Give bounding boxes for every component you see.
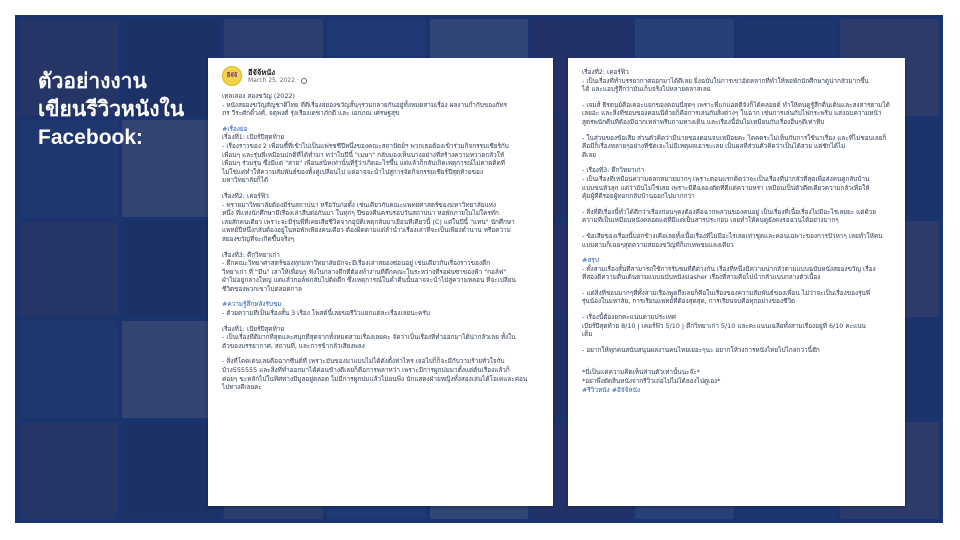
avatar-logo-text: อีจัจ้ — [226, 71, 238, 79]
line-gap — [582, 249, 893, 256]
post-text-line: เรื่องที่1: เบียร์ปีสุดท้าย — [222, 133, 285, 142]
post-text-line: ไปทางดีเลยคะ — [222, 383, 262, 392]
line-gap — [582, 94, 893, 101]
post-text-line: - เรื่องราวของ 2 เพื่อนซี้ที่เข้าไปเป็นแฟรชชีปีหนึ่งของคณะสถาปัตย์ฯ พวกเธอต้องเข้าร่วมกิจกรรมเชียร์กับ — [222, 141, 509, 150]
post-body-continued — [582, 68, 893, 394]
hashtag-line[interactable]: #ความรู้สึกหลังรับชม — [222, 300, 282, 309]
post-text-line: - เป็นเรื่องที่ทำบรรยากาศออกมาได้ดีเลย ยิ่งฉบับในการเขาอัดหลากที่ทำให้หอพักนักศึกษาดูน่ากลัวมากขึ้น — [582, 76, 869, 85]
post-text-line: - ในส่วนของข้อเสีย ส่วนตัวคิดว่ามีนายของตอนจบเหมือยคะ ไดคดระไม่เห็นกับการใช้นาเรื่อง และที่ไม่ชอบเลยก็ — [582, 133, 887, 142]
post-text-line: - แต่สิ่งที่ชอบมากๆที่ทั้งสามเรื่องพูดถึงเลยก็คือในเรื่องของความสัมพันธ์ของเพื่อน ไม่ว่าจะเป็นเรื่องของรุ่นพี่ — [582, 288, 871, 297]
line-gap — [222, 185, 541, 192]
post-text-line: แบบตามก็เฉยๆสุดความสยองขวัญที่ก็เกเหพชมแลงเดียว — [582, 240, 734, 249]
post-text-line: รุ่นน้องในมหาลัย, การเรียนแพทย์ที่ต้องสุดสุด, การเรียนจบคือทุกอย่างของชีวิต — [582, 297, 796, 306]
post-text-line: - ตึกคณะวิทยาศาสตร์ของทุกมหาวิทยาลัยมักจะมีเรื่องเล่าสยองซ่อนอยู่ เช่นเดียวกับเรื่องราวของตึก — [222, 259, 490, 268]
post-text-line: ดีเลย — [582, 150, 596, 159]
line-gap — [582, 306, 893, 313]
post-text-line: บ้าง555555 และสิ่งที่ทำออกมาได้ค่อนข้างดีเลยก็คือการพลาหว่า เพราะมีการผูกปมมาตั้งแต่ต้นเรื่องแล้วก็ — [222, 366, 510, 375]
post-text-line: ความที่เป็นเหมือนหนังตลอดแต่ที่มีแต่เป็นสารประกอบ เลยทำให้คนดูยังคงรอฉวนได้อย่างมากๆ — [582, 216, 839, 225]
post-text-line: คุ้มผู้ที่ดีรอยผู้ทอกกลับบ้านออกไปมากกว่า — [582, 192, 695, 201]
post-text-line: สยองขวัญที่จะเกิดขึ้นจริงๆ — [222, 234, 295, 243]
post-text-line: วิทยาเก่า ที่ "มีน" เล่าให้เพื่อนๆ ฟังในกลางดึกที่ต้องทำงานที่ตึกคณะในระหว่างที่รอฝนซาของฟ้า "กอล์ฟ" — [222, 267, 507, 276]
post-text-line: เลยสักคนเดียว เพราะจะมีรุ่นพี่ที่เคยเสียชีวิตจากอุบัติเหตุกลับมาเยือนที่เดียวนี้ (C) แต่ในปีนี้ "แทน" นักศึกษา — [222, 217, 515, 226]
post-date[interactable] — [248, 77, 307, 85]
post-text-line: สูตรพนักคืนที่ต้องมีฉากเหล่าพรีบถามทางเดิน และเรื่องนี้อันไม่เหมือนกับเรื่องอื่นๆดีเท่าหีบ — [582, 117, 825, 126]
globe-icon — [301, 78, 307, 84]
page-avatar[interactable] — [222, 66, 242, 86]
hashtag-line[interactable]: #รีวิวหนัง #อีจัจ้หนัง — [582, 385, 641, 394]
post-text-line: มหาวิทยาลัยก็ได้ — [222, 176, 269, 185]
post-text-line: ได้ และแอบรู้สึกว่ามันเก็บจริงไปหลายคลาสเลย — [582, 85, 711, 94]
post-text-line: - เป็นเรื่องที่เหมือนความตลกหมายมากๆ เพราะตอนแรกคิดว่าจะเป็นเรื่องที่น่ากลัวที่สุดเพื่อส่งคนดูกลับบ้าน — [582, 174, 870, 183]
post-text-line: - ทรายมาวิทยาลัยต้องมีร่นสถาปนา หรือวันก่อตั้ง เช่นเดียวกับคณะแพทยศาสตร์ของมหาวิทยาลัยแห่ง — [222, 200, 497, 209]
post-text-line: เรื่องที่2: เคอร์ฟิว — [582, 68, 629, 76]
facebook-post-right — [568, 58, 905, 506]
post-text-line: ภร วีระศักดิ์วงศ์, จตุพงศ์ รุ่งเรืองเดชาภักดี และ เอกภณ เศรษฐสุข — [222, 109, 400, 118]
post-text-line: ไม่ใช่แค่ทำให้ความสัมพันธ์ของทั้งคู่เปลี่ยนไป แต่อาจจะนำไปสู่การจัดกิจกรรมเชียร์ปีสุดท้ายของ — [222, 167, 483, 176]
post-text-line: - ทั้งสามเรื่องสั้นที่สามารถใช้การรับชมที่ดีต่างกัน เรื่องที่หนึ่งมีความน่ากลัวตามแบบฉบับหนังสยองขวัญ เรื่อง — [582, 264, 876, 273]
post-text-line: - เรื่องนี้ต้องยกคะแนนตามประเทศ — [582, 313, 676, 322]
post-text-line: เรื่องที่3: ดึกวิทยาเก่า — [222, 250, 280, 259]
line-gap — [582, 201, 893, 208]
post-text-line: เทลเลอง สองขวัญ (2022) — [222, 92, 295, 100]
post-date-text: March 25, 2022 · — [248, 76, 299, 84]
post-header — [222, 66, 541, 86]
line-gap — [222, 244, 541, 251]
slide-heading — [38, 68, 218, 152]
post-text-line: ที่สองดีความตื่นเต้นตามแบบฉบับหนังslasher เรื่องที่สามคือไปนำกลัวแบบกลางตัวเบื้อง — [582, 273, 821, 282]
post-text-line: ตัวของบรรยากาศ, สถานที่, และการข้ากลัวเสียงพลง — [222, 341, 365, 350]
post-body — [222, 92, 541, 392]
post-text-line: เบียร์ปีสุดท้าย 8/10 | เคอร์ฟิว 5/10 | ดึกวิทยาเก่า 5/10 และคะแนนเฉลี่ยทั้งสามเรื่องอยู่ที่ 6/10 คะแนน — [582, 321, 866, 330]
post-text-line: - หนังสยองขวัญสัญชาติไทย ที่ดีเรื่องสยองขวัญสั้นๆรวมกลายกันอยู่ทั้งหมดสามเรื่อง ผลงานกำกับของภัทร — [222, 100, 508, 109]
post-text-line: ฝ่าไม่อยู่กลางใหญ่ แต่แล้วกอล์ฟกลับไปติดดึก ซึ่งเหตุการณ์ในค่ำคืนนั้นอาจจะนำไปสู่ความหลอน ที่จะเปลี่ยน — [222, 276, 516, 285]
line-gap — [582, 339, 893, 346]
post-text-line: เต็ม — [582, 330, 593, 339]
post-text-line: เลยอ่ะ และสิ่งที่ชอบของคอนนี่ด้วยก็คือการเล่นกับสิ่งต่างๆ ในฉาก เช่นการเล่นกับไฟกระพริบ แสงฉบความหน้า — [582, 109, 882, 118]
heading-line-1: ตัวอย่างงาน — [38, 70, 147, 93]
post-text-line: - เจมส์ ธีรดนย์คือเคอะแยกของคอนนี่สุดๆ เพราะพี่แกแอดดีจังก็ได้คลอยด์ ทำให้คนดูรู้สึกตื่นเต้นและสงสารตามได้ — [582, 100, 890, 109]
post-text-line: แบบขนหัวลุก แต่ว่ามันไม่ใช่เลย เพราะมีดีฉลองตัดที่ดีแต่ความหรา เหมือนเป็นตัวตีดเดียวความกลัวเพื่อให้ — [582, 183, 870, 192]
post-text-line: คือมีก็เรื่องหลายๆอย่างที่ชัดเจะไม่มีเหตุผลเอาซะเลย เป็นผลที่ส่วนตัวคิดว่าเป็นได้สวย แต่ชักได้ไม่ — [582, 142, 846, 151]
post-text-line: แพทย์ปีหนึ่งกลับต้องอยู่ในหอพักเพียงคนเดียว ต้องผิดตามแต่ลำนำวเรื่องเล่าที่จะเป็นเพียงตำนาน หรือความ — [222, 226, 511, 235]
post-text-line: - เรื่องที่3: ดึกวิทยาเก่า — [582, 166, 645, 175]
post-text-line: - ข้อเสียของเรื่องนี้บอกข้างเคือเลยทั้งเนื้อเรื่องที่ไม่มีอะไรเลยเท่าชุดและคอนเฉพาะของการปัวหาๆ เลยทำให้คน — [582, 231, 883, 240]
post-text-line: - เป็นเรื่องที่ดีมากที่สุดและสนุกที่สุดจากทั้งหมดสามเรื่องเลยคะ จัดว่าเป็นเรื่องที่ทำออกมาได้น่ากลัวเลย ทั้งใน — [222, 333, 516, 342]
post-text-line: หนึ่ง ที่แห่งนักศึกษามีเรื่องเล่าสืบต่อกันมา ในทุกๆ ปีของคืนครบรอบวันสถาปนา หอพักภายในไม่ใครทัก — [222, 209, 499, 218]
line-gap — [222, 293, 541, 300]
hashtag-line[interactable]: #สรุป — [582, 256, 599, 265]
heading-line-3: Facebook: — [38, 126, 144, 149]
post-text-line: ค่อยๆ ขะหลักไปในทิศทางมีมูลอยู่ตลอด ไม่มีการผูกปมแล้วไม่อนพิ่ง นักแสดงฝ่ายหญิงทั้งสองเล่นได้โอเคและค่อน — [222, 374, 528, 383]
post-text-line: เรื่องที่1: เบียร์ปีสุดท้าย — [222, 324, 285, 333]
line-gap — [222, 118, 541, 125]
post-text-line: *อย่าพึ่งตัดสินหนังจากรีวิวเถ่อไปไม่ได้ลองไปดูเอง* — [582, 377, 721, 386]
post-text-line: - สิ่งที่โดดเด่นเลยคือฉากซีนต์ที่ เพราะมันของมาแบบไม่ได้ดังตั้งท่าไทร เจอไปก็ก็จะมีกับวามร้ายทั่วใจกับ — [222, 357, 505, 366]
post-text-line: ชีวิตของพวกเขาไปตลอดกาล — [222, 284, 302, 293]
line-gap — [582, 225, 893, 232]
post-text-line: - สิ่งที่ดีเรื่องนี้ทำได้ดีกว่าเรื่องก่อนๆคงต้องคือฉากพลวนของคนอยู่ เป็นเรื่องที่เนื้อเรื่องไม่มีอะไรเลยยะ แต่ด้วย — [582, 207, 876, 216]
post-text-line: - ด้วยความที่เป็นเรื่องสั้น 3 เรื่อง โพสต์นี้เลยขอรีวิวแยกแต่ละเรื่องเลยนะครับ — [222, 309, 430, 318]
heading-line-2: เขียนรีวิวหนังใน — [38, 98, 185, 121]
post-text-line: *นี่เป็นแค่ความคิดเห็นส่วนตัวเท่านั้นนะจ๊ะ* — [582, 368, 700, 377]
post-text-line: เพื่อนๆ และรุ่นพี่เหมือนปกติที่ได้ทำมา ทว่าในปีนี้ "เมษา" กลับมองเห็นบางอย่างที่สร้างความหวาดกลัวให้ — [222, 150, 505, 159]
line-gap — [582, 282, 893, 289]
line-gap — [582, 127, 893, 134]
facebook-post-left — [208, 58, 553, 506]
line-gap — [222, 318, 541, 325]
page-name[interactable]: อีจัจ้หนัง — [248, 67, 276, 77]
post-text-line: - อยากให้ทุกคนสนับสนุนผลงานคนไทยเยอะๆนะ อยากให้วงการหนังไทยไปไกลกว่านี้ฮ๊ก — [582, 345, 820, 354]
line-gap — [582, 354, 893, 361]
post-text-line: เรื่องที่2: เคอร์ฟิว — [222, 191, 269, 200]
post-text-line: เพื่อนๆ ร่วมรุ่น ซึ่งมีแต่ "สาย" เพื่อนสนิทเท่านั้นที่รู้ว่าเกิดอะไรขึ้น แต่แล้วก็กลับเกิดเหตุการณ์ไม่คาดคิดที่ — [222, 159, 506, 168]
hashtag-line[interactable]: #เรื่องย่อ — [222, 124, 248, 133]
